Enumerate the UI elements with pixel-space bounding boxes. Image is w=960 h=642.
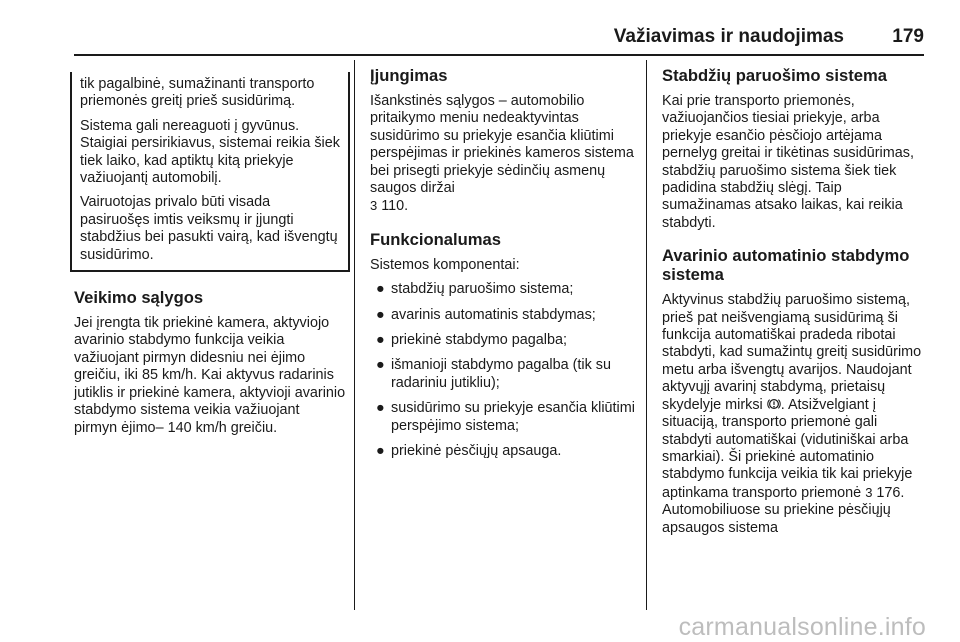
note-paragraph: Vairuotojas privalo būti visada pasiruošęs imtis veiksmų ir įjungti stabdžius bei pasukti vairą, kad išvengtų susidūrimo. <box>80 194 338 263</box>
heading-functionality: Funkcionalumas <box>370 229 501 249</box>
list-item-text: avarinis automatinis stabdymas; <box>391 306 596 323</box>
heading-automatic-emergency-braking: Avarinio automatinio stabdymo sistema <box>662 246 910 285</box>
paragraph-automatic-emergency-braking <box>662 292 924 537</box>
paragraph-operating-conditions: Jei įrengta tik priekinė kamera, aktyviojo avarinio stabdymo funkcija veikia važiuojant pirmyn didesniu nei ėjimo greičiu, iki 85 km/h. Kai aktyvus radarinis jutiklis ir priekinė kamera, aktyvioji avarinio stabdymo sistema veikia važiuojant pirmyn ėjimo– 140 km/h greičiu. <box>74 315 346 436</box>
aeb-text-part-2: . Atsižvelgiant į situaciją, transporto priemonė gali stabdyti automatiškai (vidutiniškai arba smarkiai). Ši priekinė automatinio stabdymo funkcija veikia tik kai priekyje aptinkama transporto priemonė <box>662 396 913 501</box>
list-item <box>370 307 636 324</box>
list-item-text: susidūrimo su priekyje esančia kliūtimi perspėjimo sistema; <box>391 400 635 434</box>
bullet-icon: ● <box>376 306 385 323</box>
list-item-text: stabdžių paruošimo sistema; <box>391 281 574 298</box>
watermark: carmanualsonline.info <box>678 613 926 641</box>
column-2 <box>370 66 636 469</box>
aeb-text-part-1: Aktyvinus stabdžių paruošimo sistemą, prieš pat neišvengiamą susidūrimą ši funkcija automatiškai pradeda ribotai stabdyti, kad sumažintų greitį susidūrimo metu arba išvengtų avarijos. Naudojant aktyvųjį avarinį stabdymą, prietaisų skydelyje mirksi <box>662 292 922 413</box>
components-list <box>370 281 636 460</box>
list-item <box>370 443 636 460</box>
column-divider-1 <box>354 60 355 610</box>
column-3 <box>662 66 924 544</box>
list-item-text: priekinė stabdymo pagalba; <box>391 332 567 349</box>
column-1 <box>74 72 346 444</box>
page-reference-link[interactable]: 110. <box>381 198 409 215</box>
list-item-text: priekinė pėsčiųjų apsauga. <box>391 443 562 460</box>
list-item <box>370 332 636 349</box>
bullet-icon: ● <box>376 443 385 460</box>
bullet-icon: ● <box>376 332 385 349</box>
header-rule <box>74 54 924 56</box>
heading-operating-conditions: Veikimo sąlygos <box>74 288 204 308</box>
section-title: Važiavimas ir naudojimas <box>613 26 844 47</box>
reference-arrow-icon: 3 <box>370 198 378 214</box>
page-reference-link[interactable]: 176. <box>876 484 905 501</box>
brake-warning-icon <box>767 397 781 411</box>
bullet-icon: ● <box>376 400 385 417</box>
note-paragraph: Sistema gali nereaguoti į gyvūnus. Staigiai persirikiavus, sistemai reikia šiek tiek laiko, kad aptiktų kitą priekyje važiuojantį automobilį. <box>80 117 340 187</box>
column-divider-2 <box>646 60 647 610</box>
list-item <box>370 400 636 435</box>
bullet-icon: ● <box>376 357 385 374</box>
paragraph-components-intro: Sistemos komponentai: <box>370 256 520 273</box>
list-item <box>370 281 636 298</box>
note-box <box>70 72 350 272</box>
heading-brake-preparation: Stabdžių paruošimo sistema <box>662 66 887 85</box>
heading-activation: Įjungimas <box>370 66 448 85</box>
note-paragraph: tik pagalbinė, sumažinanti transporto priemonės greitį prieš susidūrimą. <box>80 76 315 110</box>
page-header <box>74 26 924 50</box>
list-item <box>370 357 636 392</box>
bullet-icon: ● <box>376 281 385 298</box>
paragraph-brake-preparation: Kai prie transporto priemonės, važiuojančios tiesiai priekyje, arba priekyje esančio pėsčiojo artėjama pernelyg greitai ir tikėtinas susidūrimas, stabdžių paruošimo sistema šiek tiek padidina stabdžių slėgį. Taip sumažinamas atsako laikas, kai reikia stabdyti. <box>662 93 914 231</box>
aeb-text-part-3: Automobiliuose su priekine pėsčiųjų apsaugos sistema <box>662 502 891 536</box>
paragraph-activation <box>370 93 636 216</box>
activation-text: Išankstinės sąlygos – automobilio pritaikymo meniu nedeaktyvintas susidūrimo su priekyje esančia kliūtimi perspėjimas ir priekinės kameros sistema bei prisegti priekyje sėdinčių asmenų saugos diržai <box>370 93 634 197</box>
page-number: 179 <box>892 26 924 47</box>
list-item-text: išmanioji stabdymo pagalba (tik su radariniu jutikliu); <box>391 357 611 391</box>
reference-arrow-icon: 3 <box>865 484 873 500</box>
